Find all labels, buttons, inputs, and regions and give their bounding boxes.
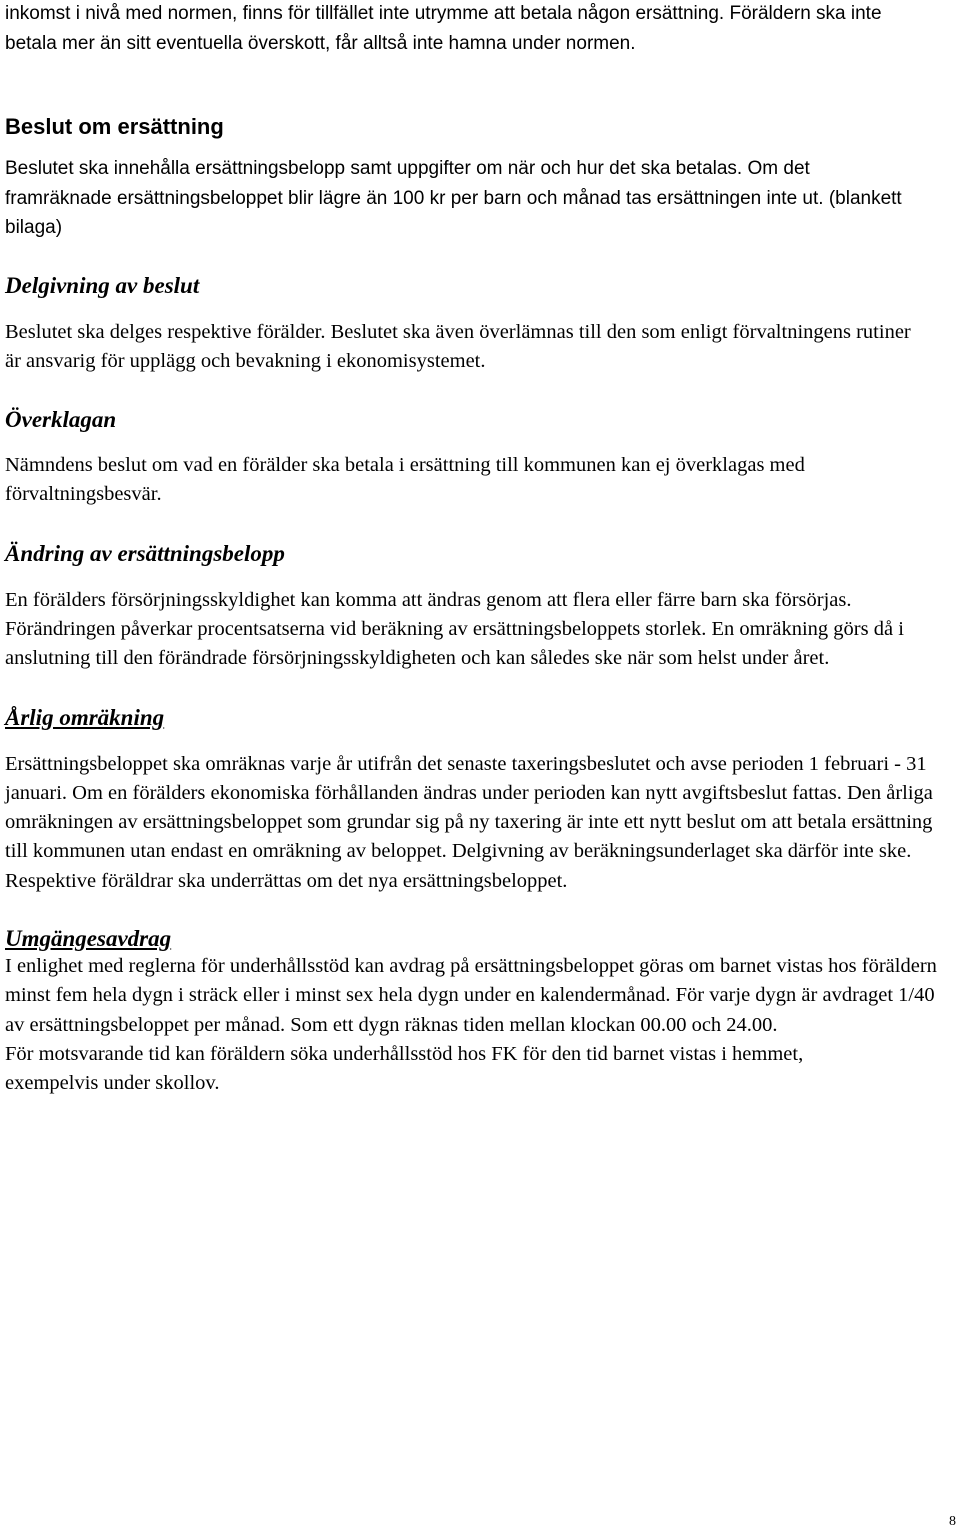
document-page bbox=[5, 0, 950, 1099]
andring-paragraph: En förälders försörjningsskyldighet kan komma att ändras genom att flera eller färre barn ska försörjas. Förändringen påverkar procentsatserna vid beräkning av ersättningsbeloppets storlek. En omräkning görs då i anslutning till den förändrade försörjningsskyldigheten och kan således ske när som helst under året. bbox=[5, 588, 904, 670]
heading-beslut-om-ersattning: Beslut om ersättning bbox=[5, 114, 224, 139]
heading-overklagan: Överklagan bbox=[5, 407, 117, 433]
intro-paragraph: inkomst i nivå med normen, finns för tillfället inte utrymme att betala någon ersättning. Föräldern ska inte betala mer än sitt eventuella överskott, får alltså inte hamna under normen. bbox=[5, 3, 882, 54]
heading-arlig-omrakning: Årlig omräkning bbox=[5, 704, 165, 730]
heading-andring: Ändring av ersättningsbelopp bbox=[5, 540, 285, 566]
page-number: 8 bbox=[949, 1514, 956, 1529]
heading-umgangesavdrag: Umgängesavdrag bbox=[5, 926, 172, 952]
umgangesavdrag-paragraph-2: För motsvarande tid kan föräldern söka underhållsstöd hos FK för den tid barnet vistas i hemmet, exempelvis under skollov. bbox=[5, 1042, 804, 1095]
beslut-om-ersattning-paragraph: Beslutet ska innehålla ersättningsbelopp samt uppgifter om när och hur det ska betalas. Om det framräknade ersättningsbeloppet blir lägre än 100 kr per barn och månad tas ersättningen inte ut. (blankett bilaga) bbox=[5, 158, 902, 238]
umgangesavdrag-paragraph: I enlighet med reglerna för underhållsstöd kan avdrag på ersättningsbeloppet göras om barnet vistas hos föräldern minst fem hela dygn i sträck eller i minst sex hela dygn under en kalendermånad. För varje dygn är avdraget 1/40 av ersättningsbeloppet per månad. Som ett dygn räknas tiden mellan klockan 00.00 och 24.00. bbox=[5, 955, 937, 1036]
overklagan-paragraph: Nämndens beslut om vad en förälder ska betala i ersättning till kommunen kan ej överklagas med förvaltningsbesvär. bbox=[5, 454, 805, 506]
heading-delgivning: Delgivning av beslut bbox=[5, 272, 200, 298]
arlig-omrakning-paragraph: Ersättningsbeloppet ska omräknas varje år utifrån det senaste taxeringsbeslutet och avse perioden 1 februari - 31 januari. Om en förälders ekonomiska förhållanden ändras under perioden kan nytt avgiftsbeslut fattas. Den årliga omräkningen av ersättningsbeloppet som grundar sig på ny taxering är inte ett nytt beslut om att betala ersättning till kommunen utan endast en omräkning av beloppet. Delgivning av beräkningsunderlaget ska därför inte ske. Respektive föräldrar ska underrättas om det nya ersättningsbeloppet. bbox=[5, 752, 933, 892]
delgivning-paragraph: Beslutet ska delges respektive förälder. Beslutet ska även överlämnas till den som enligt förvaltningens rutiner är ansvarig för upplägg och bevakning i ekonomisystemet. bbox=[5, 320, 911, 372]
